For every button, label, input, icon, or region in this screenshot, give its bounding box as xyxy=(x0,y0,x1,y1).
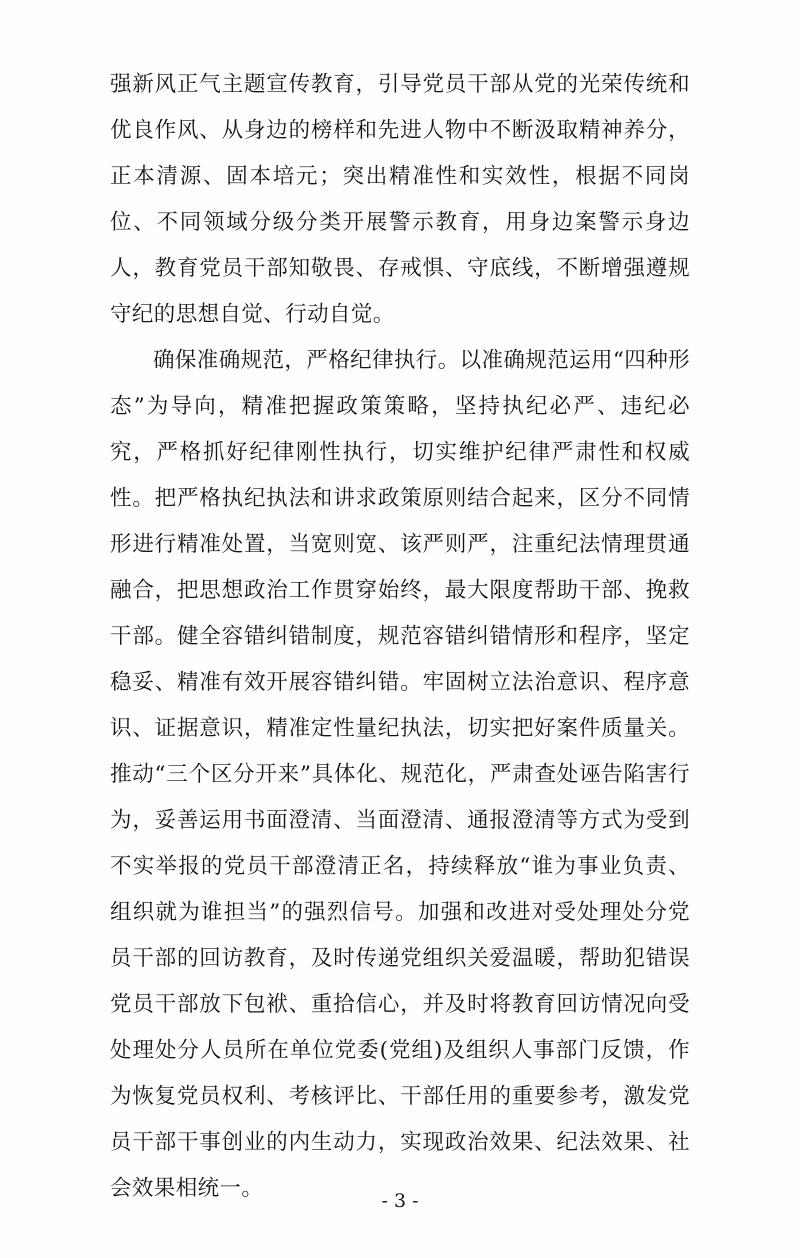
page-body xyxy=(110,62,690,1212)
paragraph-1: 强新风正气主题宣传教育，引导党员干部从党的光荣传统和优良作风、从身边的榜样和先进人物中不断汲取精神养分，正本清源、固本培元；突出精准性和实效性，根据不同岗位、不同领域分级分类开展警示教育，用身边案警示身边人，教育党员干部知敬畏、存戒惧、守底线，不断增强遵规守纪的思想自觉、行动自觉。 xyxy=(110,72,690,327)
page-number: - 3 - xyxy=(381,1190,419,1212)
paragraph-2: 确保准确规范，严格纪律执行。以准确规范运用“四种形态”为导向，精准把握政策策略，坚持执纪必严、违纪必究，严格抓好纪律刚性执行，切实维护纪律严肃性和权威性。把严格执纪执法和讲求政策原则结合起来，区分不同情形进行精准处置，当宽则宽、该严则严，注重纪法情理贯通融合，把思想政治工作贯穿始终，最大限度帮助干部、挽救干部。健全容错纠错制度，规范容错纠错情形和程序，坚定稳妥、精准有效开展容错纠错。牢固树立法治意识、程序意识、证据意识，精准定性量纪执法，切实把好案件质量关。推动“三个区分开来”具体化、规范化，严肃查处诬告陷害行为，妥善运用书面澄清、当面澄清、通报澄清等方式为受到不实举报的党员干部澄清正名，持续释放“谁为事业负责、组织就为谁担当”的强烈信号。加强和改进对受处理处分党员干部的回访教育，及时传递党组织关爱温暖，帮助犯错误党员干部放下包袱、重拾信心，并及时将教育回访情况向受处理处分人员所在单位党委(党组)及组织人事部门反馈，作为恢复党员权利、考核评比、干部任用的重要参考，激发党员干部干事创业的内生动力，实现政治效果、纪法效果、社会效果相统一。 xyxy=(110,348,690,1201)
